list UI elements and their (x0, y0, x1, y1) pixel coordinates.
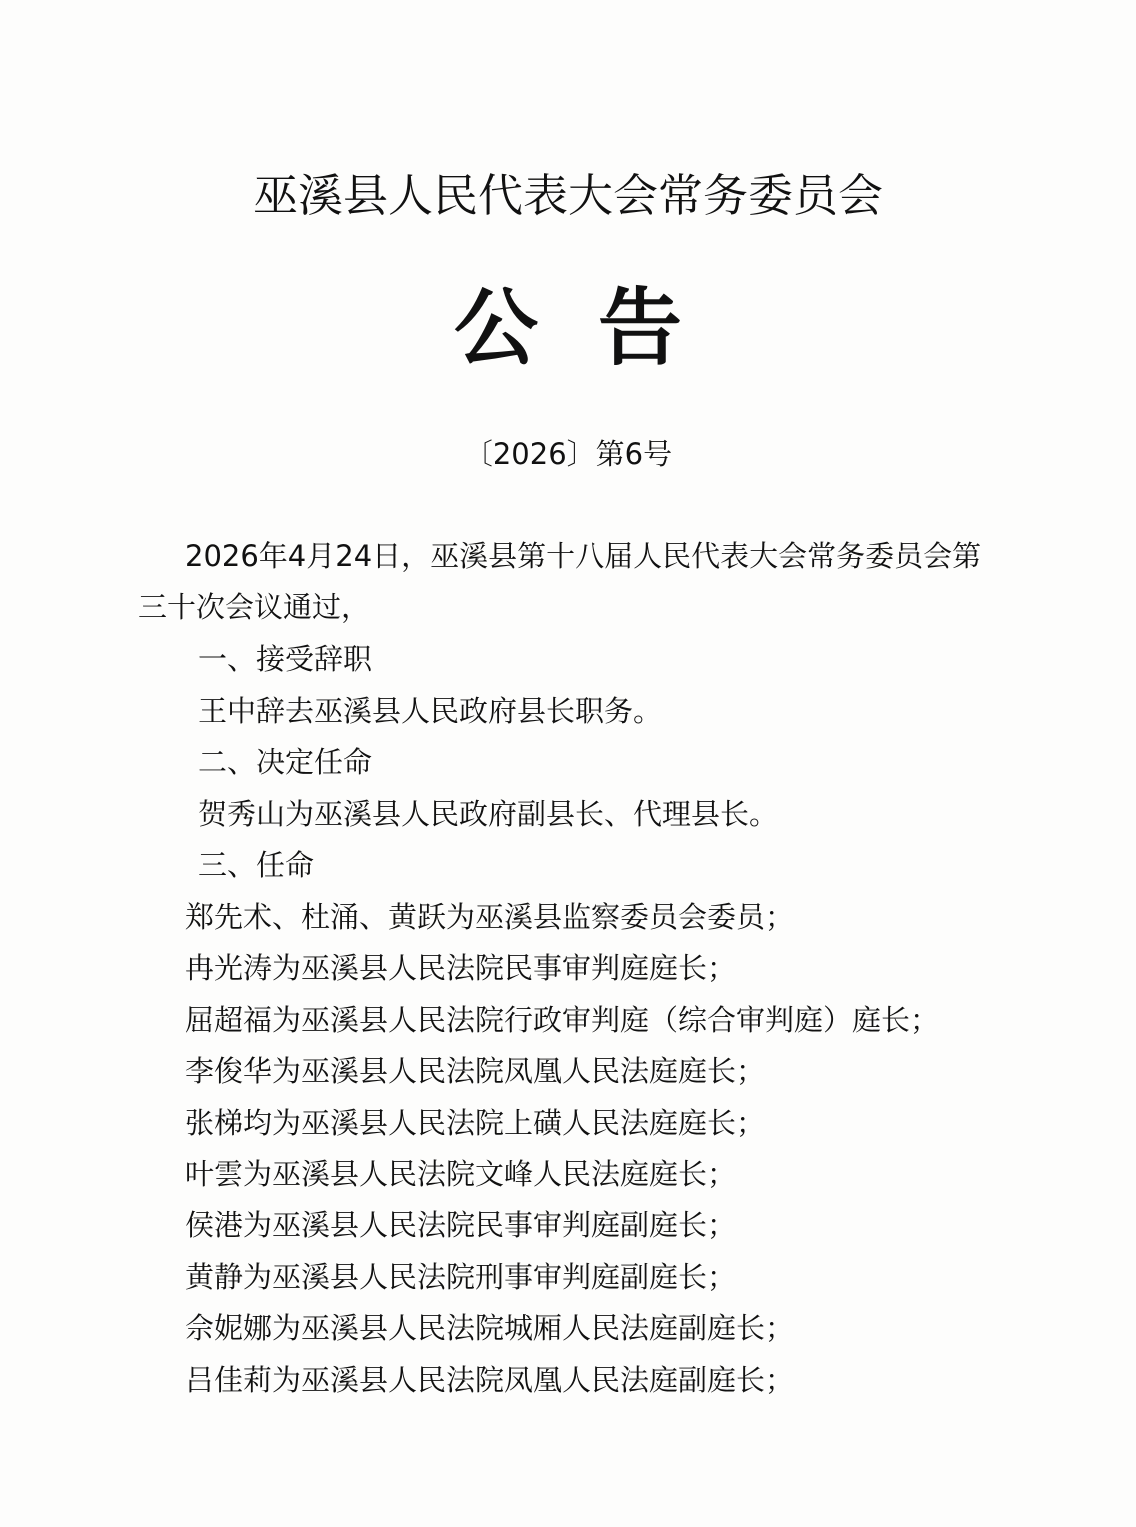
appointment-item: 侯港为巫溪县人民法院民事审判庭副庭长； (185, 1208, 737, 1242)
appointment-item: 佘妮娜为巫溪县人民法院城厢人民法庭副庭长； (185, 1311, 795, 1345)
appointment-item: 叶雲为巫溪县人民法院文峰人民法庭庭长； (185, 1157, 737, 1191)
intro-line-1: 2026年4月24日，巫溪县第十八届人民代表大会常务委员会第 (185, 539, 982, 573)
document-number: 〔2026〕第6号 (463, 437, 673, 471)
appointment-item: 冉光涛为巫溪县人民法院民事审判庭庭长； (185, 951, 737, 985)
section-item-resignation: 王中辞去巫溪县人民政府县长职务。 (198, 694, 663, 728)
appointment-item: 吕佳莉为巫溪县人民法院凤凰人民法庭副庭长； (185, 1363, 795, 1397)
appointment-item: 郑先术、杜涌、黄跃为巫溪县监察委员会委员； (185, 900, 795, 934)
section-heading-decision: 二、决定任命 (198, 745, 373, 779)
appointment-item: 李俊华为巫溪县人民法院凤凰人民法庭庭长； (185, 1054, 766, 1088)
notice-title: 公告 (453, 279, 742, 377)
appointment-item: 张梯均为巫溪县人民法院上磺人民法庭庭长； (185, 1106, 766, 1140)
organization-title: 巫溪县人民代表大会常务委员会 (252, 169, 883, 222)
intro-line-2: 三十次会议通过， (138, 590, 371, 624)
appointment-item: 屈超福为巫溪县人民法院行政审判庭（综合审判庭）庭长； (185, 1003, 940, 1037)
appointment-item: 黄静为巫溪县人民法院刑事审判庭副庭长； (185, 1260, 737, 1294)
section-heading-appointment: 三、任命 (198, 848, 315, 882)
section-item-decision: 贺秀山为巫溪县人民政府副县长、代理县长。 (198, 797, 779, 831)
section-heading-resignation: 一、接受辞职 (198, 642, 373, 676)
